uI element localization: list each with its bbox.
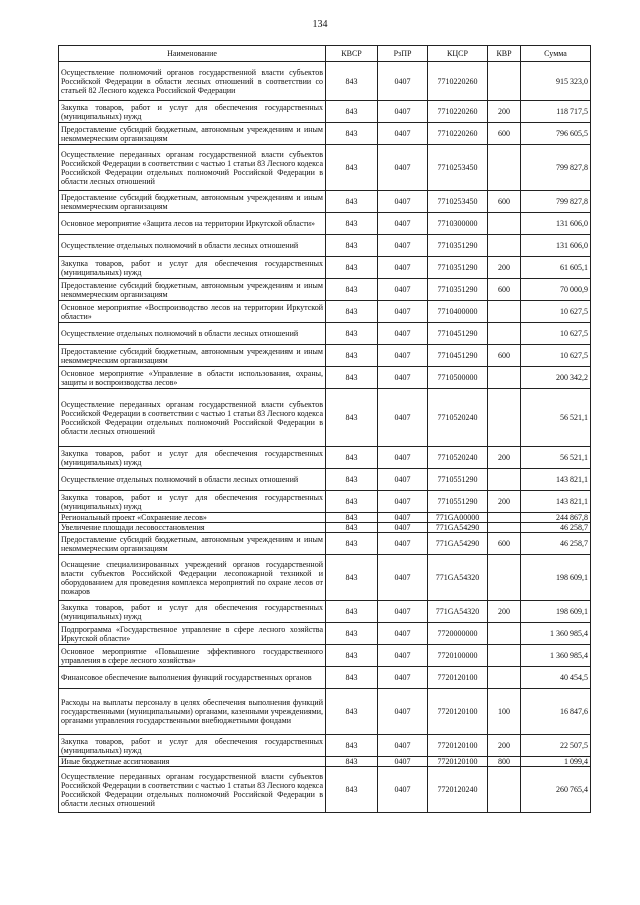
row-name: Региональный проект «Сохранение лесов»: [59, 513, 326, 523]
row-rzpr: 0407: [378, 235, 428, 257]
row-kvr: 100: [488, 689, 521, 735]
table-row: [59, 623, 591, 645]
row-kvsr: 843: [326, 447, 378, 469]
row-kcsr: 7710351290: [428, 235, 488, 257]
row-sum: 799 827,8: [521, 145, 591, 191]
row-rzpr: 0407: [378, 123, 428, 145]
row-name: Осуществление переданных органам государственной власти субъектов Российской Федерации в соответствии с частью 1 статьи 83 Лесного кодекса Российской Федерации отдельных полномочий Российской Федерации в области лесных отношений: [59, 145, 326, 191]
row-sum: 61 605,1: [521, 257, 591, 279]
row-kcsr: 7720120100: [428, 667, 488, 689]
row-kcsr: 7710220260: [428, 101, 488, 123]
row-rzpr: 0407: [378, 279, 428, 301]
row-rzpr: 0407: [378, 301, 428, 323]
row-sum: 118 717,5: [521, 101, 591, 123]
row-kvsr: 843: [326, 491, 378, 513]
row-sum: 22 507,5: [521, 735, 591, 757]
row-kvr: [488, 145, 521, 191]
row-kcsr: 7710351290: [428, 279, 488, 301]
row-kcsr: 7710500000: [428, 367, 488, 389]
row-rzpr: 0407: [378, 191, 428, 213]
row-sum: 131 606,0: [521, 213, 591, 235]
row-kcsr: 7720120240: [428, 767, 488, 813]
row-kvr: 600: [488, 345, 521, 367]
row-sum: 46 258,7: [521, 523, 591, 533]
row-kvsr: 843: [326, 645, 378, 667]
row-kvsr: 843: [326, 345, 378, 367]
table-row: [59, 191, 591, 213]
row-kcsr: 7710220260: [428, 123, 488, 145]
row-kvsr: 843: [326, 191, 378, 213]
row-kvr: [488, 367, 521, 389]
table-row: [59, 447, 591, 469]
row-kcsr: 7710520240: [428, 389, 488, 447]
row-sum: 198 609,1: [521, 555, 591, 601]
row-kvr: [488, 523, 521, 533]
row-rzpr: 0407: [378, 623, 428, 645]
row-rzpr: 0407: [378, 213, 428, 235]
row-name: Предоставление субсидий бюджетным, автономным учреждениям и иным некоммерческим организациям: [59, 345, 326, 367]
table-row: [59, 523, 591, 533]
row-sum: 799 827,8: [521, 191, 591, 213]
row-kvsr: 843: [326, 279, 378, 301]
row-rzpr: 0407: [378, 447, 428, 469]
row-kcsr: 7720120100: [428, 735, 488, 757]
row-rzpr: 0407: [378, 667, 428, 689]
row-kcsr: 7710520240: [428, 447, 488, 469]
row-kvsr: 843: [326, 667, 378, 689]
table-row: [59, 491, 591, 513]
row-kvsr: 843: [326, 62, 378, 101]
row-kvr: 200: [488, 101, 521, 123]
row-rzpr: 0407: [378, 533, 428, 555]
row-kvr: [488, 469, 521, 491]
row-kcsr: 7710253450: [428, 191, 488, 213]
row-kcsr: 7720120100: [428, 757, 488, 767]
table-row: [59, 513, 591, 523]
row-kvsr: 843: [326, 757, 378, 767]
row-sum: 56 521,1: [521, 447, 591, 469]
row-kvsr: 843: [326, 735, 378, 757]
row-rzpr: 0407: [378, 689, 428, 735]
row-kcsr: 7710400000: [428, 301, 488, 323]
row-kcsr: 7710451290: [428, 345, 488, 367]
row-kcsr: 771GA54290: [428, 523, 488, 533]
row-sum: 70 000,9: [521, 279, 591, 301]
row-kvr: [488, 645, 521, 667]
row-name: Иные бюджетные ассигнования: [59, 757, 326, 767]
row-kcsr: 7720120100: [428, 689, 488, 735]
row-kvr: [488, 389, 521, 447]
row-kvsr: 843: [326, 123, 378, 145]
row-kvsr: 843: [326, 555, 378, 601]
row-rzpr: 0407: [378, 735, 428, 757]
row-rzpr: 0407: [378, 555, 428, 601]
row-kvsr: 843: [326, 513, 378, 523]
row-rzpr: 0407: [378, 257, 428, 279]
row-name: Закупка товаров, работ и услуг для обеспечения государственных (муниципальных) нужд: [59, 491, 326, 513]
row-kcsr: 771GA54320: [428, 601, 488, 623]
row-kvr: 800: [488, 757, 521, 767]
row-name: Подпрограмма «Государственное управление в сфере лесного хозяйства Иркутской области»: [59, 623, 326, 645]
row-kvr: [488, 513, 521, 523]
row-rzpr: 0407: [378, 601, 428, 623]
row-rzpr: 0407: [378, 513, 428, 523]
row-kvr: 200: [488, 447, 521, 469]
row-sum: 260 765,4: [521, 767, 591, 813]
row-sum: 1 360 985,4: [521, 645, 591, 667]
table-row: [59, 279, 591, 301]
row-sum: 198 609,1: [521, 601, 591, 623]
row-name: Основное мероприятие «Воспроизводство лесов на территории Иркутской области»: [59, 301, 326, 323]
row-sum: 10 627,5: [521, 345, 591, 367]
row-kcsr: 7710351290: [428, 257, 488, 279]
table-row: [59, 345, 591, 367]
row-kvsr: 843: [326, 367, 378, 389]
row-sum: 200 342,2: [521, 367, 591, 389]
row-rzpr: 0407: [378, 767, 428, 813]
table-row: [59, 601, 591, 623]
table-row: [59, 689, 591, 735]
row-kcsr: 771GA54290: [428, 533, 488, 555]
row-kvr: 200: [488, 601, 521, 623]
row-kvr: 200: [488, 735, 521, 757]
row-sum: 244 867,8: [521, 513, 591, 523]
row-kvsr: 843: [326, 235, 378, 257]
row-name: Основное мероприятие «Повышение эффективного государственного управления в сфере лесного хозяйства»: [59, 645, 326, 667]
row-name: Оснащение специализированных учреждений органов государственной власти субъектов Российской Федерации лесопожарной техникой и оборудованием для проведения комплекса мероприятий по охране лесов от пожаров: [59, 555, 326, 601]
row-name: Осуществление полномочий органов государственной власти субъектов Российской Федерации в области лесных отношений в соответствии со статьей 82 Лесного кодекса Российской Федерации: [59, 62, 326, 101]
table-row: [59, 213, 591, 235]
row-name: Осуществление отдельных полномочий в области лесных отношений: [59, 235, 326, 257]
row-name: Осуществление отдельных полномочий в области лесных отношений: [59, 469, 326, 491]
table-row: [59, 123, 591, 145]
row-kcsr: 7720100000: [428, 645, 488, 667]
row-sum: 1 099,4: [521, 757, 591, 767]
table-row: [59, 257, 591, 279]
row-kvsr: 843: [326, 389, 378, 447]
page-number: 134: [312, 19, 328, 30]
row-name: Закупка товаров, работ и услуг для обеспечения государственных (муниципальных) нужд: [59, 735, 326, 757]
row-name: Предоставление субсидий бюджетным, автономным учреждениям и иным некоммерческим организациям: [59, 279, 326, 301]
row-kvsr: 843: [326, 469, 378, 491]
row-kvr: 600: [488, 279, 521, 301]
row-rzpr: 0407: [378, 101, 428, 123]
row-sum: 131 606,0: [521, 235, 591, 257]
table-row: [59, 757, 591, 767]
row-rzpr: 0407: [378, 145, 428, 191]
table-row: [59, 323, 591, 345]
row-sum: 40 454,5: [521, 667, 591, 689]
table-row: [59, 555, 591, 601]
row-kcsr: 7710300000: [428, 213, 488, 235]
row-kvr: [488, 767, 521, 813]
row-rzpr: 0407: [378, 367, 428, 389]
header-kcsr: КЦСР: [428, 46, 488, 62]
row-name: Увеличение площади лесовосстановления: [59, 523, 326, 533]
row-kcsr: 7710451290: [428, 323, 488, 345]
header-kvsr: КВСР: [326, 46, 378, 62]
row-kvsr: 843: [326, 523, 378, 533]
table-row: [59, 735, 591, 757]
row-sum: 1 360 985,4: [521, 623, 591, 645]
row-kvsr: 843: [326, 101, 378, 123]
row-rzpr: 0407: [378, 523, 428, 533]
table-row: [59, 469, 591, 491]
table-row: [59, 645, 591, 667]
header-rzpr: РзПР: [378, 46, 428, 62]
row-rzpr: 0407: [378, 323, 428, 345]
row-name: Финансовое обеспечение выполнения функций государственных органов: [59, 667, 326, 689]
row-kvsr: 843: [326, 767, 378, 813]
row-kcsr: 771GA00000: [428, 513, 488, 523]
row-name: Закупка товаров, работ и услуг для обеспечения государственных (муниципальных) нужд: [59, 101, 326, 123]
row-name: Основное мероприятие «Защита лесов на территории Иркутской области»: [59, 213, 326, 235]
row-name: Осуществление переданных органам государственной власти субъектов Российской Федерации в соответствии с частью 1 статьи 83 Лесного кодекса Российской Федерации отдельных полномочий Российской Федерации в области лесных отношений: [59, 389, 326, 447]
row-kvr: 600: [488, 191, 521, 213]
row-name: Закупка товаров, работ и услуг для обеспечения государственных (муниципальных) нужд: [59, 447, 326, 469]
row-sum: 56 521,1: [521, 389, 591, 447]
row-name: Предоставление субсидий бюджетным, автономным учреждениям и иным некоммерческим организациям: [59, 533, 326, 555]
row-kvr: [488, 235, 521, 257]
row-name: Закупка товаров, работ и услуг для обеспечения государственных (муниципальных) нужд: [59, 601, 326, 623]
row-kvsr: 843: [326, 601, 378, 623]
row-kvr: 200: [488, 491, 521, 513]
row-kcsr: 7720000000: [428, 623, 488, 645]
row-name: Закупка товаров, работ и услуг для обеспечения государственных (муниципальных) нужд: [59, 257, 326, 279]
row-kvr: [488, 623, 521, 645]
table-row: [59, 62, 591, 101]
row-sum: 915 323,0: [521, 62, 591, 101]
table-row: [59, 767, 591, 813]
budget-table: [58, 45, 591, 813]
row-kcsr: 7710551290: [428, 491, 488, 513]
header-name: Наименование: [59, 46, 326, 62]
row-kvsr: 843: [326, 623, 378, 645]
row-rzpr: 0407: [378, 389, 428, 447]
header-kvr: КВР: [488, 46, 521, 62]
row-kvr: 200: [488, 257, 521, 279]
row-name: Предоставление субсидий бюджетным, автономным учреждениям и иным некоммерческим организациям: [59, 191, 326, 213]
row-kvr: 600: [488, 123, 521, 145]
row-kvr: [488, 555, 521, 601]
row-name: Осуществление переданных органам государственной власти субъектов Российской Федерации в соответствии с частью 1 статьи 83 Лесного кодекса Российской Федерации отдельных полномочий Российской Федерации в области лесных отношений: [59, 767, 326, 813]
row-sum: 796 605,5: [521, 123, 591, 145]
row-sum: 10 627,5: [521, 323, 591, 345]
row-kvr: [488, 301, 521, 323]
table-row: [59, 367, 591, 389]
row-kvsr: 843: [326, 689, 378, 735]
row-kvsr: 843: [326, 145, 378, 191]
table-row: [59, 145, 591, 191]
table-row: [59, 301, 591, 323]
row-kvr: 600: [488, 533, 521, 555]
row-kcsr: 771GA54320: [428, 555, 488, 601]
row-sum: 143 821,1: [521, 469, 591, 491]
header-sum: Сумма: [521, 46, 591, 62]
row-sum: 10 627,5: [521, 301, 591, 323]
row-kcsr: 7710220260: [428, 62, 488, 101]
row-kvsr: 843: [326, 323, 378, 345]
table-header-row: [59, 46, 591, 62]
table-row: [59, 533, 591, 555]
row-rzpr: 0407: [378, 345, 428, 367]
row-kvsr: 843: [326, 257, 378, 279]
row-rzpr: 0407: [378, 62, 428, 101]
row-sum: 46 258,7: [521, 533, 591, 555]
row-kcsr: 7710253450: [428, 145, 488, 191]
row-sum: 16 847,6: [521, 689, 591, 735]
row-name: Расходы на выплаты персоналу в целях обеспечения выполнения функций государственными (муниципальными) органами, казенными учреждениями, органами управления государственными внебюджетными фондами: [59, 689, 326, 735]
table-row: [59, 667, 591, 689]
row-kvr: [488, 323, 521, 345]
row-name: Осуществление отдельных полномочий в области лесных отношений: [59, 323, 326, 345]
row-rzpr: 0407: [378, 645, 428, 667]
row-kvr: [488, 667, 521, 689]
row-kvsr: 843: [326, 301, 378, 323]
row-rzpr: 0407: [378, 469, 428, 491]
table-row: [59, 101, 591, 123]
row-kvr: [488, 213, 521, 235]
row-name: Основное мероприятие «Управление в области использования, охраны, защиты и воспроизводства лесов»: [59, 367, 326, 389]
row-kvsr: 843: [326, 213, 378, 235]
table-row: [59, 235, 591, 257]
row-kvr: [488, 62, 521, 101]
row-name: Предоставление субсидий бюджетным, автономным учреждениям и иным некоммерческим организациям: [59, 123, 326, 145]
row-sum: 143 821,1: [521, 491, 591, 513]
table-row: [59, 389, 591, 447]
row-kcsr: 7710551290: [428, 469, 488, 491]
row-kvsr: 843: [326, 533, 378, 555]
row-rzpr: 0407: [378, 491, 428, 513]
row-rzpr: 0407: [378, 757, 428, 767]
